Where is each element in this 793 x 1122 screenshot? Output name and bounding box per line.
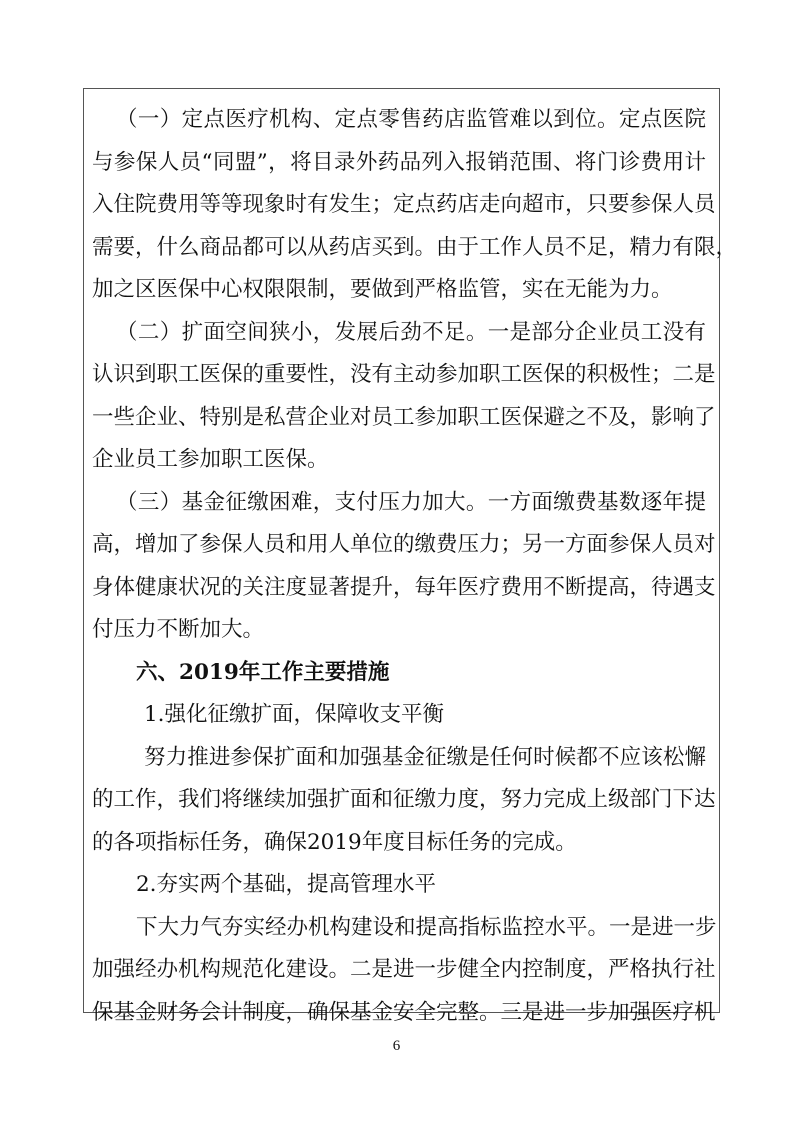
subsection-heading: 1.强化征缴扩面，保障收支平衡 bbox=[144, 702, 445, 727]
document-body bbox=[92, 99, 738, 1034]
paragraph-line: 加之区医保中心权限限制，要做到严格监管，实在无能为力。 bbox=[92, 277, 673, 302]
paragraph-line: 认识到职工医保的重要性，没有主动参加职工医保的积极性；二是 bbox=[92, 362, 716, 387]
paragraph-line: 入住院费用等等现象时有发生；定点药店走向超市，只要参保人员 bbox=[92, 192, 716, 217]
paragraph-line: （二）扩面空间狭小，发展后劲不足。一是部分企业员工没有 bbox=[116, 319, 706, 345]
paragraph-line: 需要，什么商品都可以从药店买到。由于工作人员不足，精力有限， bbox=[92, 234, 738, 260]
paragraph-line: （三）基金征缴困难，支付压力加大。一方面缴费基数逐年提 bbox=[116, 489, 706, 515]
paragraph-line: 与参保人员“同盟”，将目录外药品列入报销范围、将门诊费用计 bbox=[92, 149, 706, 175]
paragraph-line: 的各项指标任务，确保2019年度目标任务的完成。 bbox=[92, 829, 577, 855]
paragraph-line: 企业员工参加职工医保。 bbox=[92, 447, 329, 472]
paragraph-line: （一）定点医疗机构、定点零售药店监管难以到位。定点医院 bbox=[116, 107, 706, 132]
paragraph-line: 努力推进参保扩面和加强基金征缴是任何时候都不应该松懈 bbox=[144, 744, 706, 770]
paragraph-line: 一些企业、特别是私营企业对员工参加职工医保避之不及，影响了 bbox=[92, 404, 716, 430]
paragraph-line: 付压力不断加大。 bbox=[92, 617, 265, 642]
page-number: 6 bbox=[392, 1038, 401, 1054]
paragraph-line: 下大力气夯实经办机构建设和提高指标监控水平。一是进一步 bbox=[136, 914, 717, 940]
paragraph-line: 保基金财务会计制度，确保基金安全完整。三是进一步加强医疗机 bbox=[92, 999, 716, 1025]
paragraph-line: 身体健康状况的关注度显著提升，每年医疗费用不断提高，待遇支 bbox=[92, 574, 716, 600]
paragraph-line: 高，增加了参保人员和用人单位的缴费压力；另一方面参保人员对 bbox=[92, 532, 716, 557]
section-heading: 六、2019年工作主要措施 bbox=[136, 659, 390, 685]
subsection-heading: 2.夯实两个基础，提高管理水平 bbox=[136, 872, 437, 897]
paragraph-line: 的工作，我们将继续加强扩面和征缴力度，努力完成上级部门下达 bbox=[92, 787, 716, 812]
paragraph-line: 加强经办机构规范化建设。二是进一步健全内控制度，严格执行社 bbox=[92, 957, 716, 982]
